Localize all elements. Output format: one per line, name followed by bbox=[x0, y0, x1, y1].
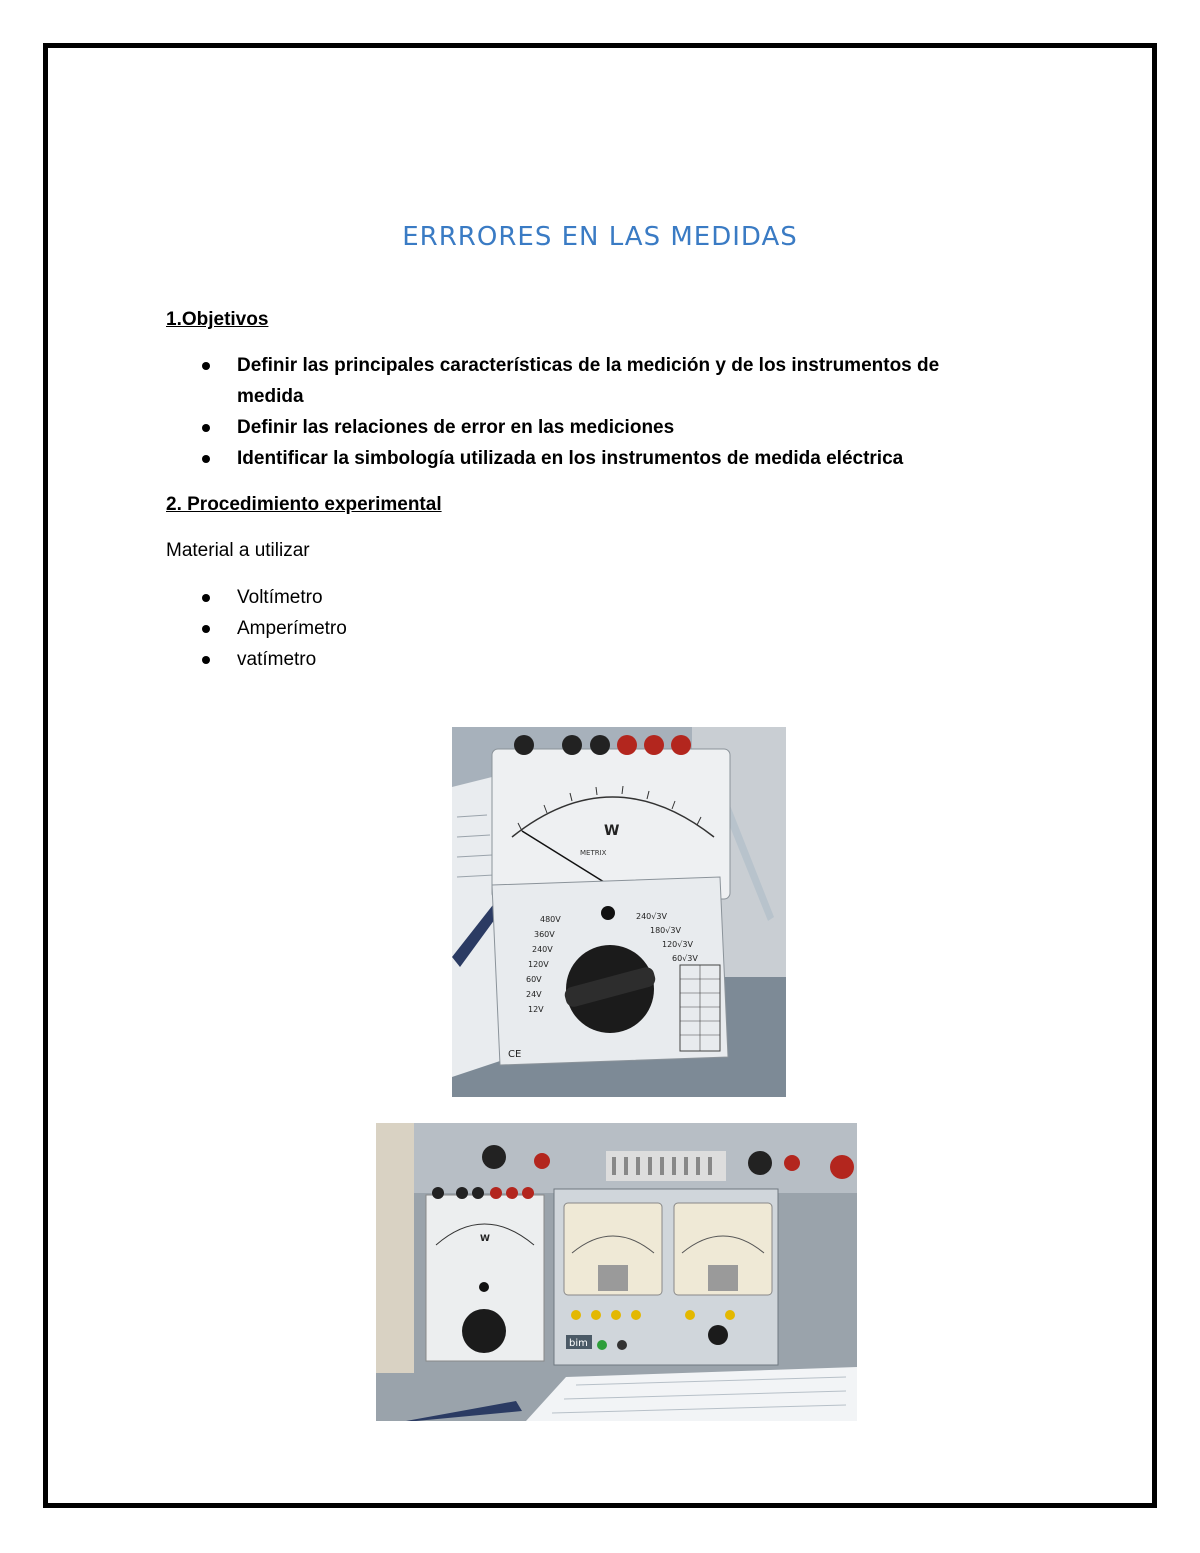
range-label: 480V bbox=[540, 915, 561, 924]
document-title: ERRRORES EN LAS MEDIDAS bbox=[402, 222, 798, 252]
dial-letter: W bbox=[604, 823, 620, 839]
range-label: 240V bbox=[532, 945, 553, 954]
objectives-heading: 1.Objetivos bbox=[166, 309, 269, 330]
ce-mark: CE bbox=[508, 1049, 522, 1060]
range-label: 120V bbox=[528, 960, 549, 969]
wattmeter-photo bbox=[452, 727, 786, 1097]
wattmeter-illustration bbox=[452, 727, 786, 1097]
list-item: Identificar la simbología utilizada en los instrumentos de medida eléctrica bbox=[166, 443, 986, 474]
meter-brand: METRIX bbox=[580, 849, 607, 857]
list-item: Amperímetro bbox=[166, 613, 986, 644]
range-label: 120√3V bbox=[662, 940, 693, 949]
list-item: Definir las relaciones de error en las mediciones bbox=[166, 412, 986, 443]
bullet-icon bbox=[202, 362, 210, 370]
materials-list bbox=[166, 582, 986, 675]
bullet-icon bbox=[202, 625, 210, 633]
range-label: 12V bbox=[528, 1005, 544, 1014]
material-label: Material a utilizar bbox=[166, 540, 310, 561]
dial-letter: W bbox=[480, 1234, 490, 1244]
procedure-heading: 2. Procedimiento experimental bbox=[166, 494, 442, 515]
range-label: 180√3V bbox=[650, 926, 681, 935]
bullet-icon bbox=[202, 594, 210, 602]
range-label: 24V bbox=[526, 990, 542, 999]
lab-bench-illustration bbox=[376, 1123, 857, 1421]
list-item: Voltímetro bbox=[166, 582, 986, 613]
list-item: vatímetro bbox=[166, 644, 986, 675]
range-label: 240√3V bbox=[636, 912, 667, 921]
range-label: 60√3V bbox=[672, 954, 698, 963]
bullet-icon bbox=[202, 455, 210, 463]
bullet-icon bbox=[202, 656, 210, 664]
lab-bench-photo bbox=[376, 1123, 857, 1421]
objectives-list bbox=[166, 350, 986, 474]
range-label: 360V bbox=[534, 930, 555, 939]
list-item: Definir las principales características de la medición y de los instrumentos de medida bbox=[166, 350, 986, 412]
panel-logo: bim bbox=[569, 1338, 588, 1349]
range-label: 60V bbox=[526, 975, 542, 984]
bullet-icon bbox=[202, 424, 210, 432]
